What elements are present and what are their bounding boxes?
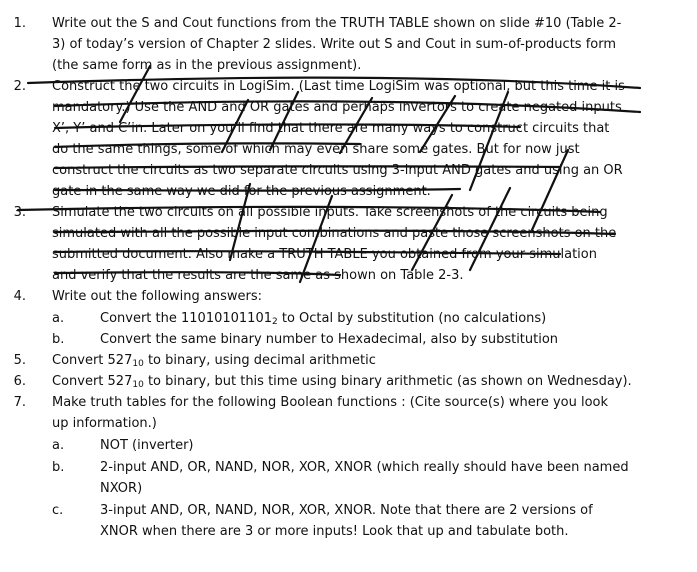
item-number: 7. (13, 395, 26, 410)
item-text-line: gate in the same way we did for the previous assignment. (52, 184, 431, 199)
item-number: 4. (13, 289, 26, 304)
item-text-line: simulated with all the possible input combinations and paste those screenshots on the (52, 226, 617, 241)
subitem-text: 3-input AND, OR, NAND, NOR, XOR, XNOR. Note that there are 2 versions of (100, 503, 593, 518)
subitem-text: XNOR when there are 3 or more inputs! Look that up and tabulate both. (100, 524, 569, 539)
subitem-letter: a. (52, 438, 65, 453)
item-number: 5. (13, 353, 26, 368)
item-text-line: Construct the two circuits in LogiSim. (Last time LogiSim was optional, but this time it is (52, 79, 625, 94)
item-text-line: X’, Y’ and C’in. Later on you’ll find that there are many ways to construct circuits that (52, 121, 610, 136)
item-text-line: construct the circuits as two separate circuits using 3-input AND gates and using an OR (52, 163, 623, 178)
item-text-line: Make truth tables for the following Boolean functions : (Cite source(s) where you look (52, 395, 609, 410)
item-text-line: mandatory.) Use the AND and OR gates and perhaps invertors to create negated inputs (52, 100, 622, 115)
item-number: 6. (13, 374, 26, 389)
item-text-line: Convert $527_{10}$ to binary, using decimal arithmetic (52, 353, 376, 369)
item-text-line: Convert $527_{10}$ to binary, but this time using binary arithmetic (as shown on Wednesday). (52, 374, 632, 390)
subitem-text: Convert the same binary number to Hexadecimal, also by substitution (100, 332, 559, 347)
item-text-line: and verify that the results are the same as shown on Table 2-3. (52, 268, 464, 283)
item-text-line: do the same things, some of which may even share some gates. But for now just (52, 142, 580, 157)
subitem-letter: b. (52, 460, 65, 475)
subitem-letter: b. (52, 332, 65, 347)
item-number: 3. (13, 205, 26, 220)
subitem-letter: a. (52, 311, 65, 326)
item-number: 2. (13, 79, 26, 94)
item-text-line: Write out the S and Cout functions from the TRUTH TABLE shown on slide #10 (Table 2- (52, 16, 622, 31)
subitem-letter: c. (52, 503, 64, 518)
item-text-line: 3) of today’s version of Chapter 2 slides. Write out S and Cout in sum-of-products form (52, 37, 617, 52)
subitem-text: NOT (inverter) (100, 438, 194, 453)
item-text-line: (the same form as in the previous assignment). (52, 58, 362, 73)
item-text-line: up information.) (52, 416, 157, 431)
item-text-line: Simulate the two circuits on all possible inputs. Take screenshots of the circuits being (52, 205, 608, 220)
item-text-line: submitted document. Also make a TRUTH TABLE you obtained from your simulation (52, 247, 597, 262)
subitem-text: Convert the $11010101101_2$ to Octal by substitution (no calculations) (100, 311, 547, 327)
item-number: 1. (13, 16, 26, 31)
subitem-text: 2-input AND, OR, NAND, NOR, XOR, XNOR (which really should have been named (100, 460, 629, 475)
subitem-text: NXOR) (100, 481, 143, 496)
item-text-line: Write out the following answers: (52, 289, 263, 304)
